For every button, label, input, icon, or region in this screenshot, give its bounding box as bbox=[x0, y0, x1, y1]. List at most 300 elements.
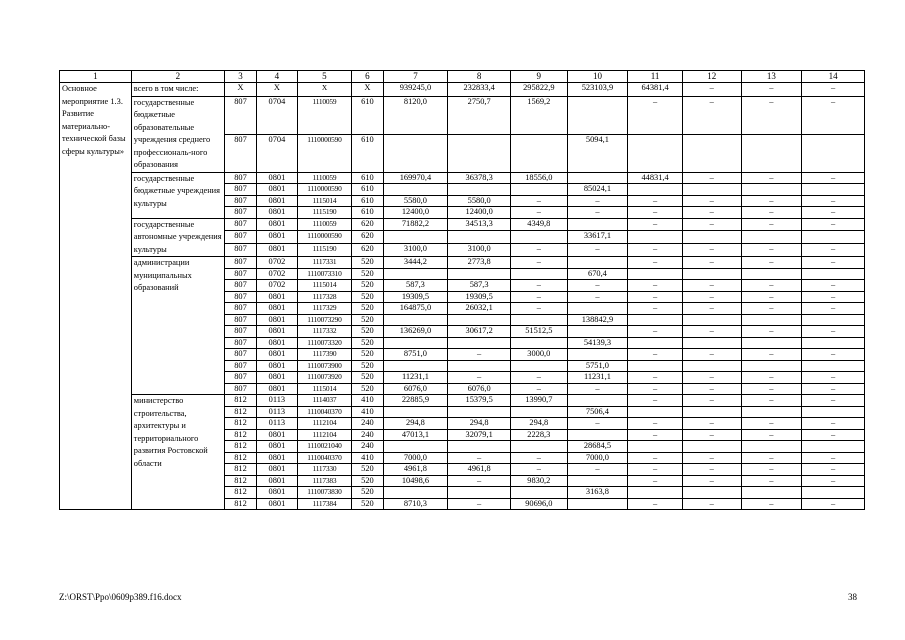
value-cell: – bbox=[628, 452, 683, 464]
value-cell: 520 bbox=[352, 372, 383, 384]
value-cell: 0801 bbox=[257, 291, 297, 303]
value-cell bbox=[510, 184, 567, 196]
value-cell: – bbox=[741, 475, 802, 487]
value-cell: 610 bbox=[352, 195, 383, 207]
value-cell: – bbox=[510, 464, 567, 476]
value-cell: – bbox=[802, 383, 865, 395]
value-cell: – bbox=[567, 383, 628, 395]
value-cell: – bbox=[802, 429, 865, 441]
value-cell: 0801 bbox=[257, 383, 297, 395]
value-cell: 0801 bbox=[257, 337, 297, 349]
value-cell: 1110073290 bbox=[297, 314, 352, 326]
value-cell: 294,8 bbox=[383, 418, 448, 430]
value-cell bbox=[802, 268, 865, 280]
value-cell bbox=[510, 441, 567, 453]
value-cell: 1112104 bbox=[297, 429, 352, 441]
value-cell: 0801 bbox=[257, 207, 297, 219]
column-number: 14 bbox=[802, 71, 865, 83]
value-cell bbox=[682, 268, 741, 280]
value-cell: 1115190 bbox=[297, 207, 352, 219]
recipient-label: всего в том числе: bbox=[131, 83, 224, 97]
value-cell: Х bbox=[352, 83, 383, 97]
value-cell: 1110021040 bbox=[297, 441, 352, 453]
value-cell: 0801 bbox=[257, 184, 297, 196]
value-cell: – bbox=[741, 498, 802, 510]
value-cell: – bbox=[628, 257, 683, 269]
value-cell: 807 bbox=[224, 207, 256, 219]
value-cell bbox=[448, 487, 511, 499]
value-cell: – bbox=[802, 395, 865, 407]
value-cell: – bbox=[628, 244, 683, 257]
value-cell: – bbox=[682, 172, 741, 184]
value-cell: 610 bbox=[352, 184, 383, 196]
value-cell: – bbox=[741, 349, 802, 361]
value-cell: 8710,3 bbox=[383, 498, 448, 510]
value-cell: 8120,0 bbox=[383, 96, 448, 134]
value-cell: 807 bbox=[224, 337, 256, 349]
value-cell: – bbox=[628, 429, 683, 441]
value-cell bbox=[448, 268, 511, 280]
value-cell: 0704 bbox=[257, 96, 297, 134]
value-cell: – bbox=[802, 452, 865, 464]
column-number: 2 bbox=[131, 71, 224, 83]
value-cell bbox=[741, 314, 802, 326]
value-cell: 294,8 bbox=[448, 418, 511, 430]
value-cell: – bbox=[448, 372, 511, 384]
value-cell: 5751,0 bbox=[567, 360, 628, 372]
value-cell: 3000,0 bbox=[510, 349, 567, 361]
value-cell: 1117332 bbox=[297, 326, 352, 338]
value-cell: – bbox=[510, 257, 567, 269]
value-cell: 520 bbox=[352, 291, 383, 303]
value-cell: 1117328 bbox=[297, 291, 352, 303]
value-cell bbox=[682, 231, 741, 244]
value-cell: 812 bbox=[224, 487, 256, 499]
value-cell: – bbox=[682, 257, 741, 269]
value-cell: – bbox=[628, 207, 683, 219]
value-cell: – bbox=[448, 475, 511, 487]
value-cell: – bbox=[682, 291, 741, 303]
value-cell: 34513,3 bbox=[448, 218, 511, 231]
value-cell: 0801 bbox=[257, 231, 297, 244]
value-cell: – bbox=[741, 452, 802, 464]
value-cell bbox=[741, 441, 802, 453]
value-cell: 939245,0 bbox=[383, 83, 448, 97]
value-cell bbox=[741, 337, 802, 349]
value-cell: 0801 bbox=[257, 452, 297, 464]
value-cell: – bbox=[628, 291, 683, 303]
column-number: 3 bbox=[224, 71, 256, 83]
table-row bbox=[60, 395, 865, 407]
value-cell: 1117329 bbox=[297, 303, 352, 315]
value-cell: 520 bbox=[352, 464, 383, 476]
value-cell: 164875,0 bbox=[383, 303, 448, 315]
value-cell: – bbox=[802, 96, 865, 134]
value-cell: – bbox=[567, 244, 628, 257]
value-cell bbox=[510, 268, 567, 280]
value-cell: 1110059 bbox=[297, 218, 352, 231]
value-cell: – bbox=[510, 372, 567, 384]
value-cell: – bbox=[510, 195, 567, 207]
value-cell bbox=[741, 134, 802, 172]
value-cell bbox=[510, 337, 567, 349]
value-cell: – bbox=[682, 475, 741, 487]
value-cell bbox=[628, 337, 683, 349]
value-cell: – bbox=[682, 218, 741, 231]
value-cell: – bbox=[628, 383, 683, 395]
value-cell bbox=[510, 487, 567, 499]
value-cell: 1110073920 bbox=[297, 372, 352, 384]
page-number: 38 bbox=[848, 592, 857, 602]
header-row bbox=[60, 71, 865, 83]
value-cell: 0801 bbox=[257, 475, 297, 487]
recipient-label: министерство строительства, архитектуры и территориального развития Ростовской области bbox=[131, 395, 224, 510]
value-cell bbox=[383, 360, 448, 372]
value-cell bbox=[741, 231, 802, 244]
value-cell: 520 bbox=[352, 337, 383, 349]
value-cell bbox=[741, 268, 802, 280]
value-cell: – bbox=[682, 418, 741, 430]
value-cell bbox=[628, 268, 683, 280]
value-cell: – bbox=[741, 244, 802, 257]
value-cell bbox=[802, 360, 865, 372]
value-cell: 47013,1 bbox=[383, 429, 448, 441]
value-cell: – bbox=[567, 195, 628, 207]
value-cell: 136269,0 bbox=[383, 326, 448, 338]
value-cell: 3444,2 bbox=[383, 257, 448, 269]
column-number: 9 bbox=[510, 71, 567, 83]
value-cell: – bbox=[510, 452, 567, 464]
value-cell: – bbox=[628, 218, 683, 231]
value-cell: 18556,0 bbox=[510, 172, 567, 184]
value-cell: 6076,0 bbox=[383, 383, 448, 395]
value-cell: – bbox=[741, 395, 802, 407]
value-cell: 520 bbox=[352, 303, 383, 315]
value-cell: 0801 bbox=[257, 429, 297, 441]
value-cell: 520 bbox=[352, 383, 383, 395]
value-cell: – bbox=[802, 83, 865, 97]
value-cell: – bbox=[628, 195, 683, 207]
value-cell bbox=[628, 406, 683, 418]
value-cell: – bbox=[741, 429, 802, 441]
value-cell bbox=[510, 360, 567, 372]
value-cell: 8751,0 bbox=[383, 349, 448, 361]
value-cell bbox=[510, 406, 567, 418]
value-cell: 36378,3 bbox=[448, 172, 511, 184]
value-cell: 1110040370 bbox=[297, 406, 352, 418]
value-cell: – bbox=[741, 96, 802, 134]
value-cell: – bbox=[741, 464, 802, 476]
table-row bbox=[60, 96, 865, 134]
value-cell: 0702 bbox=[257, 268, 297, 280]
column-number: 13 bbox=[741, 71, 802, 83]
value-cell: 620 bbox=[352, 218, 383, 231]
value-cell: 1117383 bbox=[297, 475, 352, 487]
value-cell: 30617,2 bbox=[448, 326, 511, 338]
value-cell: 812 bbox=[224, 441, 256, 453]
value-cell: 807 bbox=[224, 372, 256, 384]
value-cell: – bbox=[741, 326, 802, 338]
value-cell: – bbox=[510, 244, 567, 257]
value-cell: 11231,1 bbox=[567, 372, 628, 384]
value-cell: Х bbox=[297, 83, 352, 97]
value-cell: – bbox=[802, 303, 865, 315]
budget-table bbox=[59, 70, 865, 510]
value-cell bbox=[802, 134, 865, 172]
column-number: 11 bbox=[628, 71, 683, 83]
value-cell: – bbox=[741, 207, 802, 219]
value-cell: – bbox=[802, 172, 865, 184]
value-cell bbox=[682, 360, 741, 372]
value-cell: 0801 bbox=[257, 487, 297, 499]
value-cell: 5580,0 bbox=[383, 195, 448, 207]
value-cell bbox=[567, 326, 628, 338]
value-cell: 9830,2 bbox=[510, 475, 567, 487]
value-cell: 4961,8 bbox=[448, 464, 511, 476]
value-cell: 295822,9 bbox=[510, 83, 567, 97]
value-cell bbox=[567, 475, 628, 487]
value-cell: 410 bbox=[352, 452, 383, 464]
value-cell: 807 bbox=[224, 218, 256, 231]
value-cell: 0704 bbox=[257, 134, 297, 172]
value-cell: – bbox=[802, 464, 865, 476]
value-cell bbox=[383, 184, 448, 196]
value-cell: – bbox=[628, 464, 683, 476]
value-cell bbox=[567, 429, 628, 441]
value-cell bbox=[448, 184, 511, 196]
value-cell: 410 bbox=[352, 406, 383, 418]
value-cell: 520 bbox=[352, 268, 383, 280]
value-cell: 240 bbox=[352, 418, 383, 430]
value-cell: 240 bbox=[352, 429, 383, 441]
table-row bbox=[60, 218, 865, 231]
value-cell: 12400,0 bbox=[383, 207, 448, 219]
value-cell: – bbox=[802, 207, 865, 219]
value-cell: 3163,8 bbox=[567, 487, 628, 499]
value-cell: 0801 bbox=[257, 441, 297, 453]
value-cell: – bbox=[741, 218, 802, 231]
table-row bbox=[60, 257, 865, 269]
value-cell: 1110059 bbox=[297, 172, 352, 184]
value-cell bbox=[628, 231, 683, 244]
value-cell: 587,3 bbox=[383, 280, 448, 292]
value-cell: 520 bbox=[352, 314, 383, 326]
value-cell: 1117331 bbox=[297, 257, 352, 269]
value-cell: 7000,0 bbox=[567, 452, 628, 464]
value-cell: – bbox=[628, 498, 683, 510]
value-cell: 0113 bbox=[257, 395, 297, 407]
value-cell: 232833,4 bbox=[448, 83, 511, 97]
value-cell bbox=[741, 360, 802, 372]
value-cell: 0801 bbox=[257, 172, 297, 184]
value-cell bbox=[383, 268, 448, 280]
value-cell: 812 bbox=[224, 429, 256, 441]
value-cell: 0801 bbox=[257, 314, 297, 326]
value-cell: – bbox=[682, 452, 741, 464]
value-cell: 812 bbox=[224, 475, 256, 487]
value-cell: – bbox=[682, 195, 741, 207]
value-cell: 19309,5 bbox=[448, 291, 511, 303]
value-cell bbox=[448, 337, 511, 349]
value-cell: 520 bbox=[352, 349, 383, 361]
value-cell: 32079,1 bbox=[448, 429, 511, 441]
value-cell: – bbox=[448, 349, 511, 361]
value-cell: – bbox=[802, 257, 865, 269]
value-cell: 1110073320 bbox=[297, 337, 352, 349]
value-cell: 812 bbox=[224, 406, 256, 418]
value-cell bbox=[802, 184, 865, 196]
value-cell bbox=[682, 337, 741, 349]
value-cell: 0702 bbox=[257, 257, 297, 269]
column-number: 7 bbox=[383, 71, 448, 83]
value-cell bbox=[383, 314, 448, 326]
value-cell: – bbox=[510, 280, 567, 292]
value-cell bbox=[628, 134, 683, 172]
value-cell: 4349,8 bbox=[510, 218, 567, 231]
value-cell: – bbox=[682, 498, 741, 510]
value-cell: – bbox=[741, 418, 802, 430]
column-number: 6 bbox=[352, 71, 383, 83]
value-cell bbox=[567, 349, 628, 361]
value-cell bbox=[741, 184, 802, 196]
column-number: 8 bbox=[448, 71, 511, 83]
value-cell bbox=[383, 134, 448, 172]
value-cell bbox=[448, 406, 511, 418]
value-cell: 807 bbox=[224, 172, 256, 184]
value-cell: – bbox=[741, 383, 802, 395]
value-cell: – bbox=[682, 96, 741, 134]
value-cell bbox=[802, 337, 865, 349]
value-cell: – bbox=[682, 395, 741, 407]
value-cell: 520 bbox=[352, 487, 383, 499]
value-cell: 0801 bbox=[257, 326, 297, 338]
value-cell: 807 bbox=[224, 349, 256, 361]
value-cell: 138842,9 bbox=[567, 314, 628, 326]
value-cell bbox=[383, 231, 448, 244]
value-cell: 12400,0 bbox=[448, 207, 511, 219]
value-cell: – bbox=[682, 244, 741, 257]
value-cell: 807 bbox=[224, 184, 256, 196]
value-cell bbox=[383, 406, 448, 418]
value-cell: – bbox=[448, 452, 511, 464]
value-cell: 610 bbox=[352, 134, 383, 172]
value-cell: – bbox=[802, 195, 865, 207]
value-cell bbox=[567, 257, 628, 269]
value-cell: 520 bbox=[352, 475, 383, 487]
file-path: Z:\ORST\Ppo\0609p389.f16.docx bbox=[59, 592, 182, 602]
value-cell: – bbox=[682, 280, 741, 292]
value-cell: – bbox=[628, 418, 683, 430]
value-cell: 7506,4 bbox=[567, 406, 628, 418]
value-cell bbox=[802, 487, 865, 499]
value-cell: 620 bbox=[352, 244, 383, 257]
value-cell bbox=[741, 406, 802, 418]
value-cell: 0113 bbox=[257, 418, 297, 430]
value-cell: 0801 bbox=[257, 498, 297, 510]
value-cell: 620 bbox=[352, 231, 383, 244]
value-cell: 2750,7 bbox=[448, 96, 511, 134]
value-cell: 0801 bbox=[257, 464, 297, 476]
value-cell: – bbox=[567, 464, 628, 476]
value-cell: 5580,0 bbox=[448, 195, 511, 207]
value-cell: 812 bbox=[224, 395, 256, 407]
value-cell: 90696,0 bbox=[510, 498, 567, 510]
value-cell: – bbox=[802, 418, 865, 430]
value-cell: 1110000590 bbox=[297, 134, 352, 172]
value-cell: 1110040370 bbox=[297, 452, 352, 464]
value-cell bbox=[510, 231, 567, 244]
value-cell: 1114037 bbox=[297, 395, 352, 407]
value-cell: 1115014 bbox=[297, 195, 352, 207]
value-cell: 5094,1 bbox=[567, 134, 628, 172]
value-cell: 670,4 bbox=[567, 268, 628, 280]
value-cell: 3100,0 bbox=[448, 244, 511, 257]
value-cell: 807 bbox=[224, 268, 256, 280]
value-cell: 240 bbox=[352, 441, 383, 453]
value-cell: 520 bbox=[352, 360, 383, 372]
value-cell: Х bbox=[257, 83, 297, 97]
value-cell: 1110073830 bbox=[297, 487, 352, 499]
recipient-label: государственные бюджетные учреждения культуры bbox=[131, 172, 224, 218]
value-cell: – bbox=[802, 291, 865, 303]
value-cell bbox=[682, 406, 741, 418]
value-cell: 807 bbox=[224, 231, 256, 244]
value-cell: 812 bbox=[224, 464, 256, 476]
value-cell: – bbox=[628, 475, 683, 487]
value-cell bbox=[383, 337, 448, 349]
value-cell: – bbox=[802, 280, 865, 292]
value-cell bbox=[628, 184, 683, 196]
value-cell: 7000,0 bbox=[383, 452, 448, 464]
value-cell: 1117390 bbox=[297, 349, 352, 361]
value-cell: – bbox=[682, 207, 741, 219]
value-cell: 2773,8 bbox=[448, 257, 511, 269]
column-number: 1 bbox=[60, 71, 132, 83]
value-cell bbox=[448, 134, 511, 172]
value-cell bbox=[802, 406, 865, 418]
value-cell: 807 bbox=[224, 195, 256, 207]
value-cell: – bbox=[628, 372, 683, 384]
value-cell: – bbox=[802, 372, 865, 384]
value-cell bbox=[682, 487, 741, 499]
value-cell: – bbox=[567, 418, 628, 430]
value-cell: 11231,1 bbox=[383, 372, 448, 384]
recipient-label: государственные бюджетные образовательные учреждения среднего профессиональ-ного образования bbox=[131, 96, 224, 172]
value-cell bbox=[567, 395, 628, 407]
column-number: 12 bbox=[682, 71, 741, 83]
value-cell: – bbox=[510, 207, 567, 219]
value-cell: – bbox=[741, 257, 802, 269]
value-cell bbox=[741, 487, 802, 499]
value-cell: – bbox=[741, 372, 802, 384]
value-cell: 44831,4 bbox=[628, 172, 683, 184]
value-cell: – bbox=[741, 83, 802, 97]
recipient-label: администрации муниципальных образований bbox=[131, 257, 224, 395]
value-cell: 1110000590 bbox=[297, 184, 352, 196]
value-cell: 0801 bbox=[257, 349, 297, 361]
value-cell: 85024,1 bbox=[567, 184, 628, 196]
value-cell bbox=[682, 441, 741, 453]
value-cell: – bbox=[682, 464, 741, 476]
value-cell: 71882,2 bbox=[383, 218, 448, 231]
value-cell bbox=[567, 498, 628, 510]
value-cell: – bbox=[682, 349, 741, 361]
value-cell: 28684,5 bbox=[567, 441, 628, 453]
value-cell bbox=[510, 134, 567, 172]
value-cell: – bbox=[567, 207, 628, 219]
value-cell: 807 bbox=[224, 291, 256, 303]
value-cell bbox=[628, 487, 683, 499]
